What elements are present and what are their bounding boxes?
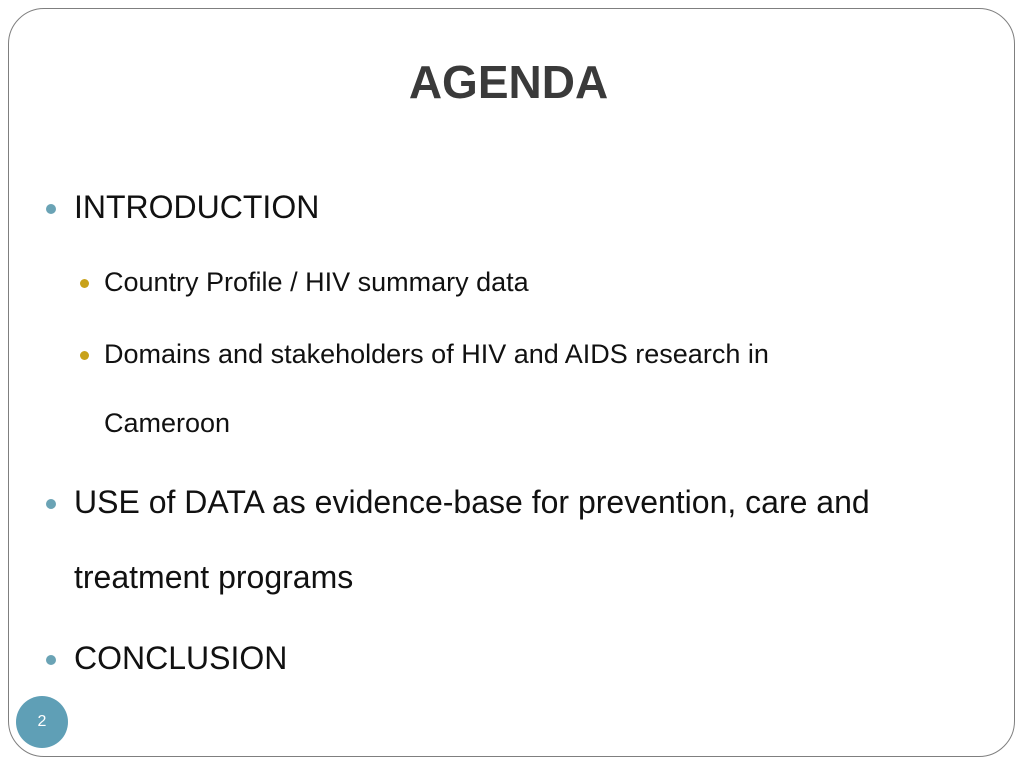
page-number-badge: 2 (16, 696, 68, 748)
bullet-level2-icon (80, 351, 89, 360)
agenda-item-use-of-data: USE of DATA as evidence-base for prevention, care and (74, 484, 870, 520)
agenda-subitem-domains: Domains and stakeholders of HIV and AIDS research in (104, 339, 769, 369)
bullet-level2-icon (80, 279, 89, 288)
bullet-level1-icon (46, 204, 56, 214)
agenda-item-conclusion: CONCLUSION (74, 640, 288, 676)
agenda-subitem-domains-continued: Cameroon (104, 408, 231, 438)
bullet-level1-icon (46, 655, 56, 665)
agenda-item-use-of-data-continued: treatment programs (74, 559, 354, 595)
bullet-level1-icon (46, 499, 56, 509)
agenda-item-introduction: INTRODUCTION (74, 189, 320, 225)
slide-title: AGENDA (408, 56, 609, 108)
agenda-subitem-country-profile: Country Profile / HIV summary data (104, 267, 529, 297)
